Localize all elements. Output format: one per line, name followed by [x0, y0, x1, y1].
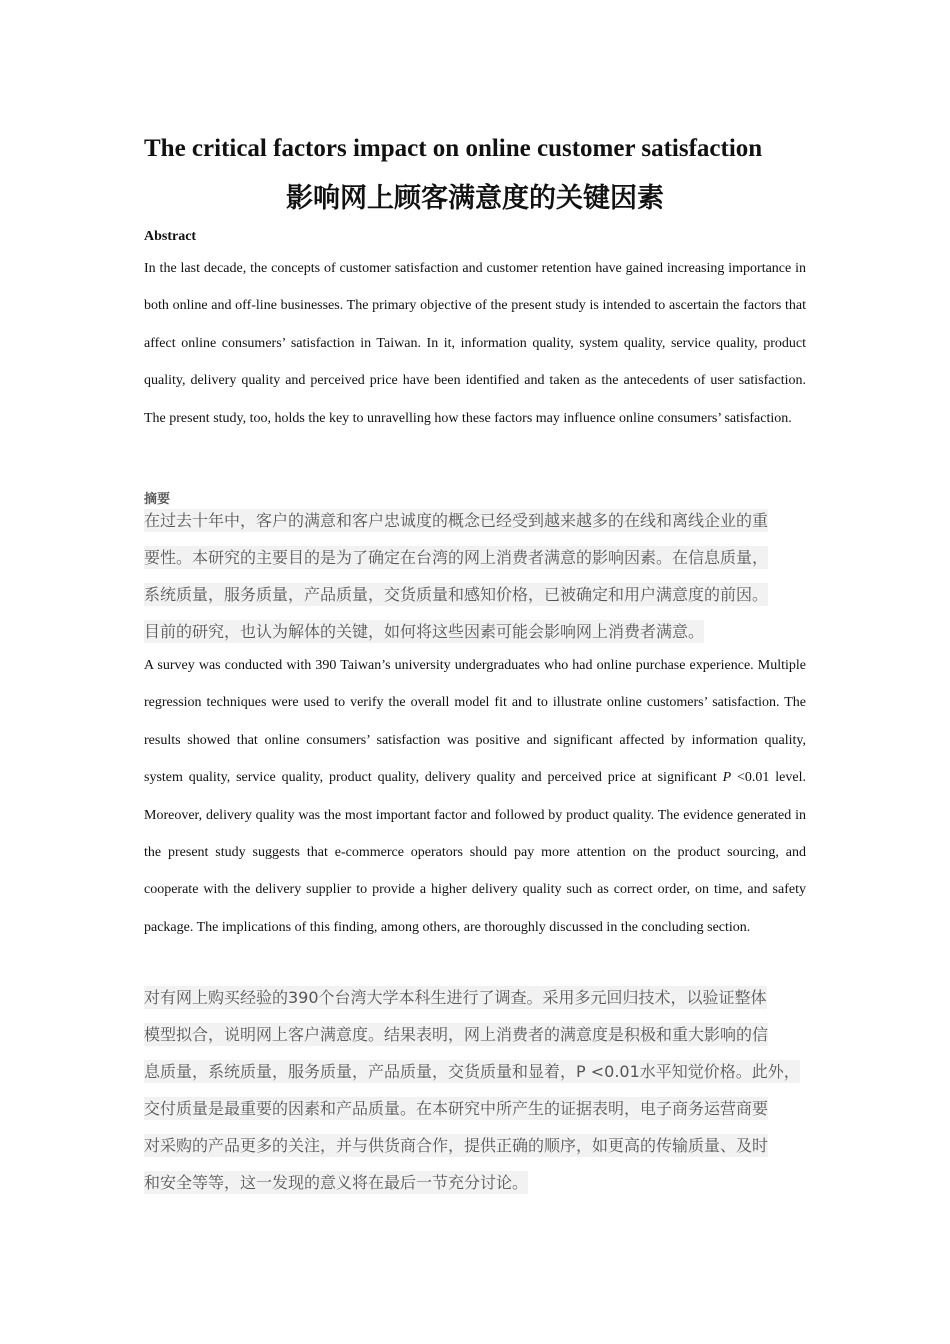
abstract-heading: Abstract — [144, 229, 197, 244]
zh-line: 要性。本研究的主要目的是为了确定在台湾的网上消费者满意的影响因素。在信息质量， — [144, 548, 769, 567]
zh-line: 息质量，系统质量，服务质量，产品质量，交货质量和显着，P <0.01水平知觉价格。此外， — [144, 1062, 800, 1081]
zh-line: 模型拟合，说明网上客户满意度。结果表明，网上消费者的满意度是积极和重大影响的信 — [144, 1025, 769, 1044]
zhaiyao-heading: 摘要 — [144, 492, 171, 507]
abstract-paragraph-english-1: In the last decade, the concepts of customer satisfaction and customer retention have gained increasing importance in both online and off-line businesses. The primary objective of the present study is intended to ascertain the factors that affect online consumers’ satisfaction in Taiwan. In it, information quality, system quality, service quality, product quality, delivery quality and perceived price have been identified and taken as the antecedents of user satisfaction. The present study, too, holds the key to unravelling how these factors may influence online consumers’ satisfaction. — [144, 261, 806, 426]
abstract-paragraph-chinese-1 — [144, 502, 768, 650]
zh-line: 对有网上购买经验的390个台湾大学本科生进行了调查。采用多元回归技术，以验证整体 — [144, 988, 767, 1007]
zh-line: 目前的研究，也认为解体的关键，如何将这些因素可能会影响网上消费者满意。 — [144, 622, 705, 641]
zh-line: 对采购的产品更多的关注，并与供货商合作，提供正确的顺序，如更高的传输质量、及时 — [144, 1136, 769, 1155]
title-chinese: 影响网上顾客满意度的关键因素 — [286, 183, 664, 214]
abstract-paragraph-english-2: A survey was conducted with 390 Taiwan’s university undergraduates who had online purchase experience. Multiple regression techniques were used to verify the overall model fit and to illustrate online customers’ satisfaction. The results showed that online consumers’ satisfaction was positive and significant affected by information quality, system quality, service quality, product quality, delivery quality and perceived price at significant P <0.01 level. Moreover, delivery quality was the most important factor and followed by product quality. The evidence generated in the present study suggests that e-commerce operators should pay more attention on the product sourcing, and cooperate with the delivery supplier to provide a higher delivery quality such as correct order, on time, and safety package. The implications of this finding, among others, are thoroughly discussed in the concluding section. — [144, 658, 806, 935]
zh-line: 在过去十年中，客户的满意和客户忠诚度的概念已经受到越来越多的在线和离线企业的重 — [144, 511, 769, 530]
zh-line: 系统质量，服务质量，产品质量，交货质量和感知价格，已被确定和用户满意度的前因。 — [144, 585, 769, 604]
zh-line: 交付质量是最重要的因素和产品质量。在本研究中所产生的证据表明，电子商务运营商要 — [144, 1099, 769, 1118]
abstract-paragraph-chinese-2 — [144, 979, 800, 1201]
zh-line: 和安全等等，这一发现的意义将在最后一节充分讨论。 — [144, 1173, 529, 1192]
title-english: The critical factors impact on online customer satisfaction — [144, 135, 763, 162]
